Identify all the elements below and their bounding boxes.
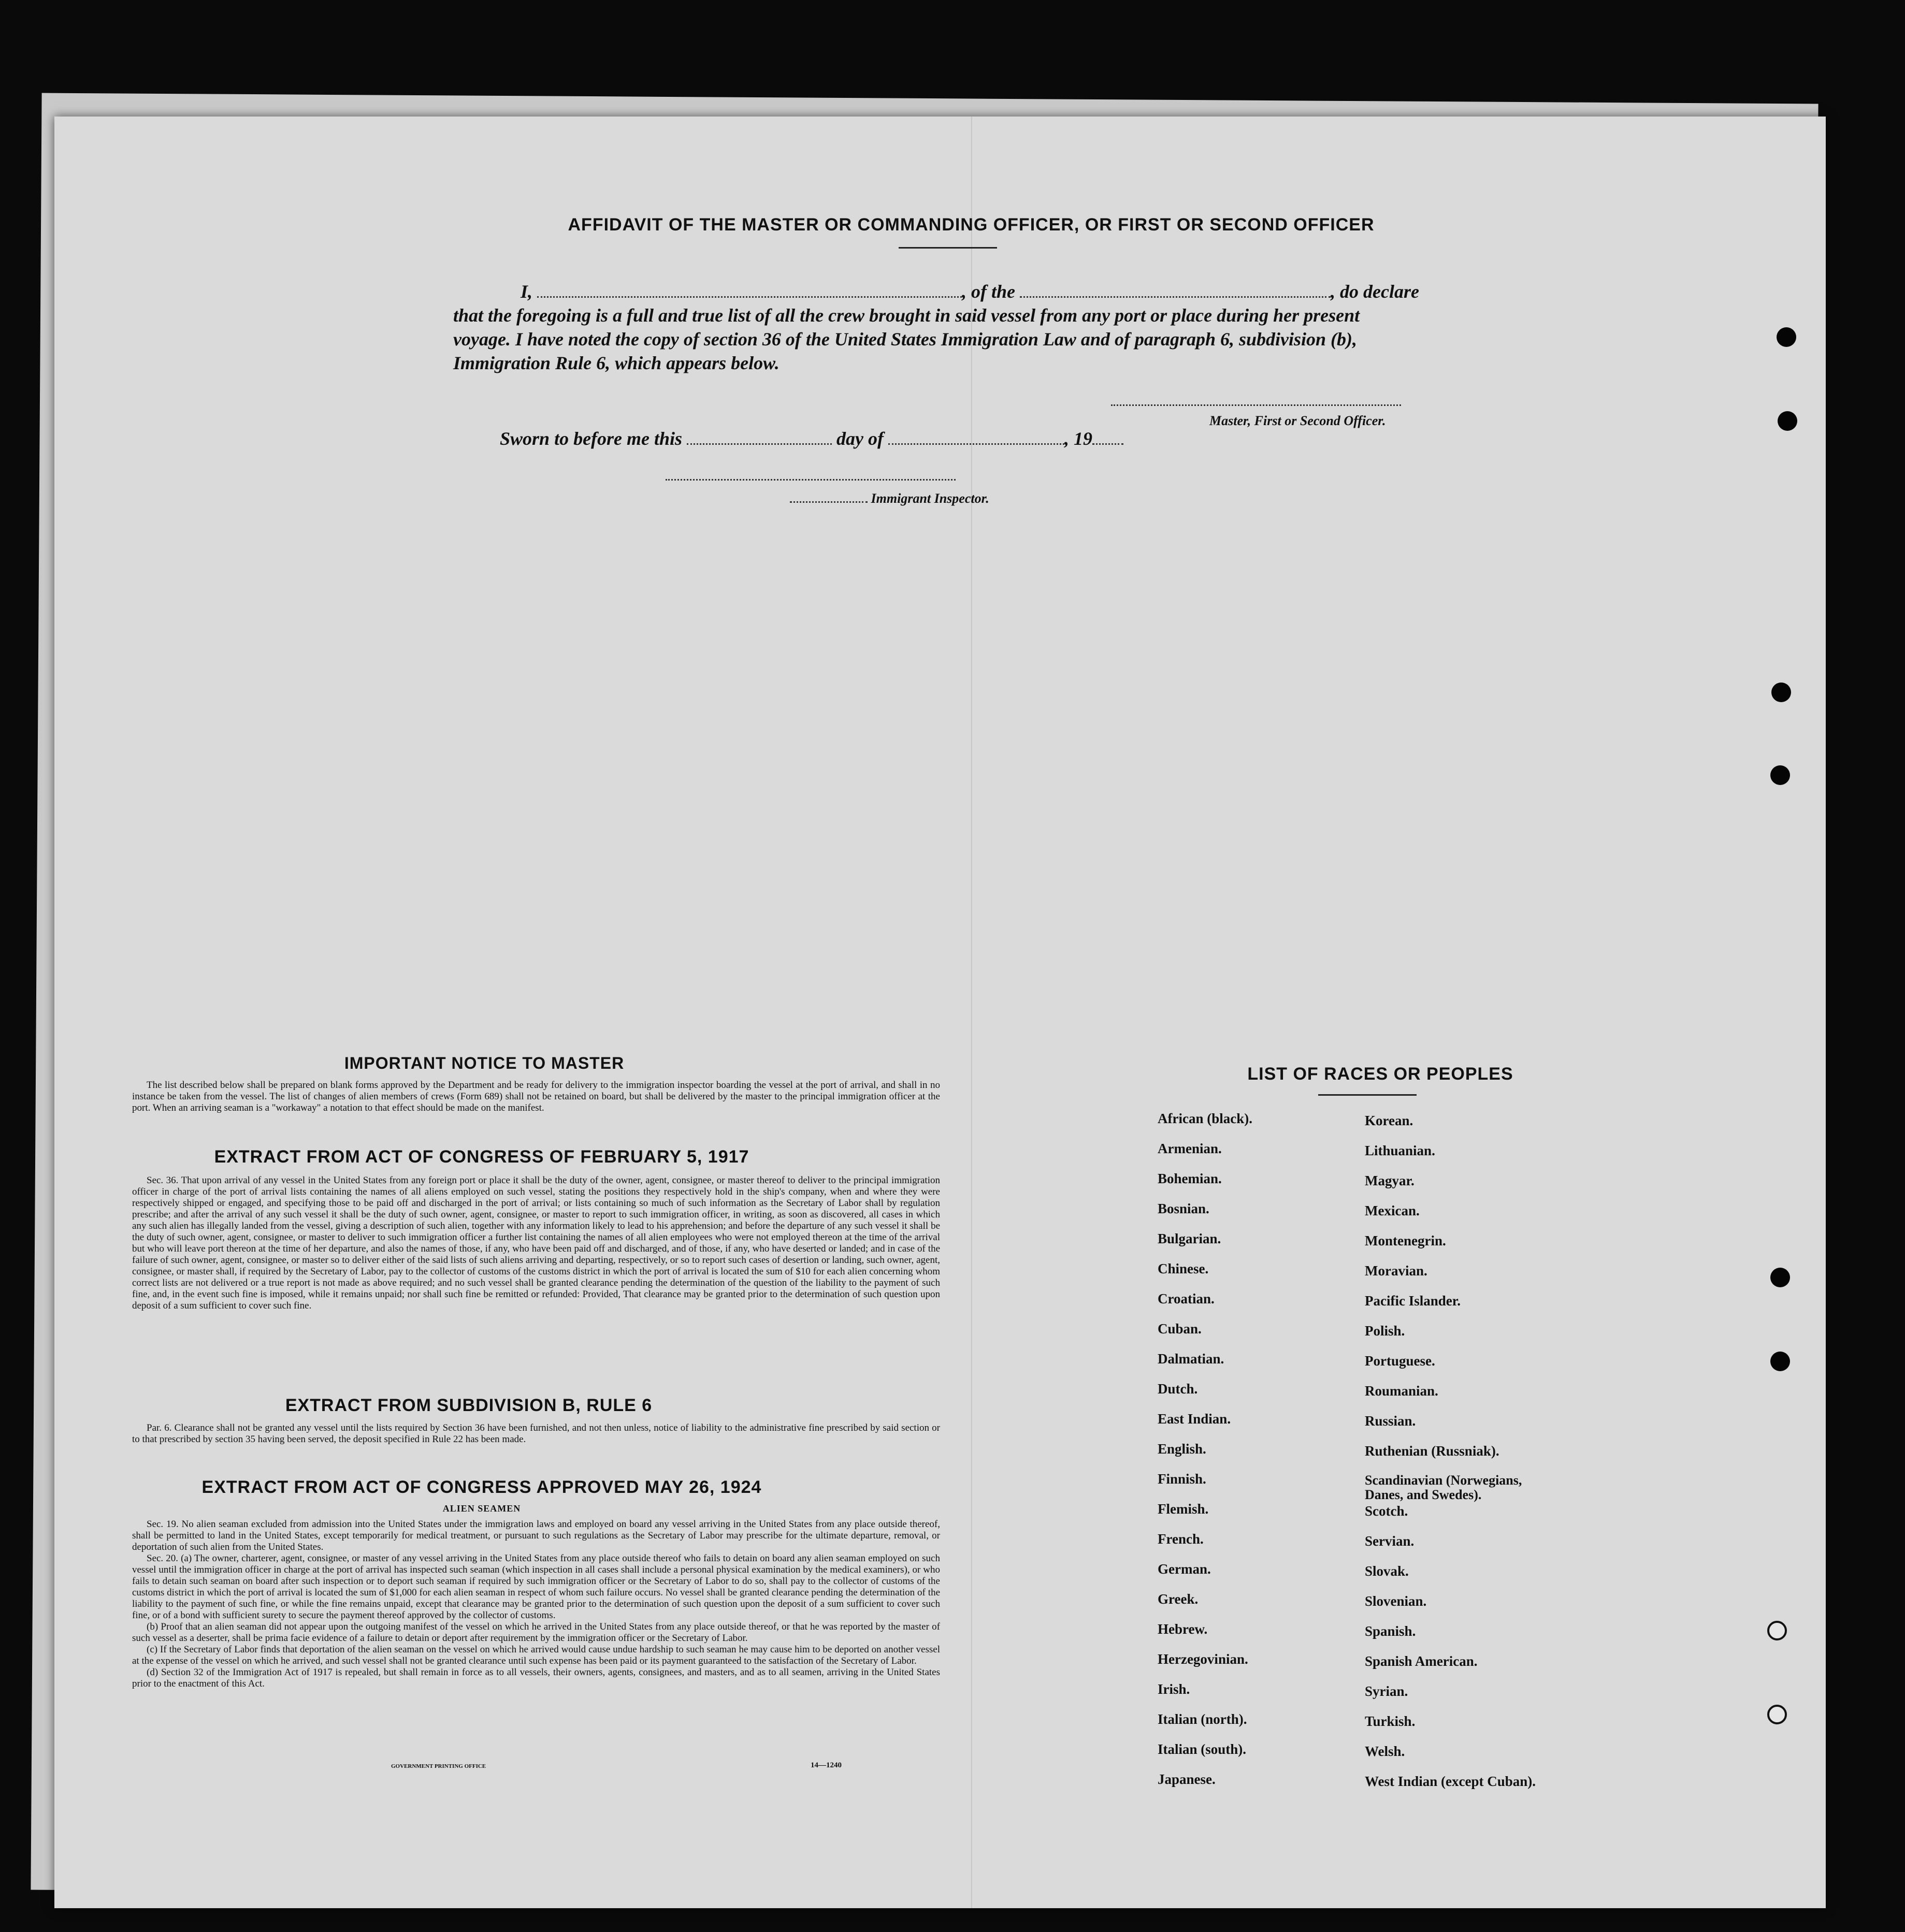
race-item: African (black). (1158, 1111, 1252, 1126)
race-item: Slovak. (1365, 1563, 1409, 1579)
sworn-year-prefix: , 19 (1064, 428, 1093, 449)
race-item: Russian. (1365, 1413, 1416, 1429)
inspector-leader (790, 501, 868, 503)
subdivision-title: EXTRACT FROM SUBDIVISION B, RULE 6 (285, 1396, 653, 1415)
sworn-label: Sworn to before me this (500, 428, 683, 449)
race-item: Portuguese. (1365, 1353, 1435, 1369)
form-number: 14—1240 (811, 1761, 842, 1769)
sworn-day-field[interactable] (687, 443, 832, 445)
affidavit-line-2: that the foregoing is a full and true list of all the crew brought in said vessel from any port or place during her present (453, 305, 1360, 326)
inspector-signature-line[interactable] (666, 479, 956, 481)
inspector-caption (790, 487, 989, 510)
race-item: Dalmatian. (1158, 1351, 1224, 1367)
affidavit-title: AFFIDAVIT OF THE MASTER OR COMMANDING OFFICER, OR FIRST OR SECOND OFFICER (568, 215, 1375, 235)
inspector-caption-text: Immigrant Inspector. (871, 491, 989, 506)
race-item: Lithuanian. (1365, 1143, 1435, 1158)
race-item: Korean. (1365, 1113, 1413, 1128)
race-item: Italian (south). (1158, 1741, 1247, 1757)
race-item: Slovenian. (1365, 1593, 1427, 1609)
race-item: Welsh. (1365, 1744, 1405, 1759)
sec-20a-paragraph: Sec. 20. (a) The owner, charterer, agent, consignee, or master of any vessel arriving in the United States from any place outside thereof who fails to detain on board any alien seaman employed on such vessel until the immigration officer in charge at the port of arrival has inspected such seaman (which inspection in all cases shall include a personal physical examination by the medical examiners), or who fails to detain such seaman on board after such inspection or to deport such seaman if required by such immigration officer or the Secretary of Labor to do so, shall pay to the collector of customs of the customs district in which the port of arrival is located the sum of $1,000 for each alien seaman in respect of whom such failure occurs. No vessel shall be granted clearance pending the determination of the liability to the payment of such fine, or while the fine remains unpaid, except that clearance may be granted prior to the determination of such question upon the deposit of a sum sufficient to cover such fine, or of a bond with sufficient surety to secure the payment thereof approved by the collector of customs. (132, 1553, 940, 1621)
form-sheet (54, 117, 1826, 1908)
binder-hole (1770, 765, 1790, 785)
race-item: Croatian. (1158, 1291, 1215, 1306)
extract-1924-subtitle: ALIEN SEAMEN (442, 1503, 521, 1514)
race-item: Bohemian. (1158, 1171, 1222, 1186)
subdivision-body: Par. 6. Clearance shall not be granted any vessel until the lists required by Section 36 have been furnished, and not then unless, notice of liability to the administrative fine prescribed by said section or to that prescribed by section 35 having been served, the deposit specified in Rule 22 has been made. (132, 1422, 940, 1445)
affidavit-i-label: I, (521, 281, 533, 302)
affidavit-line-4: Immigration Rule 6, which appears below. (453, 353, 780, 373)
vessel-name-field[interactable] (1020, 296, 1331, 298)
race-item: Mexican. (1365, 1203, 1420, 1218)
race-item: French. (1158, 1531, 1204, 1547)
affidavit-of-the: , of the (962, 281, 1016, 302)
race-item: Italian (north). (1158, 1711, 1247, 1727)
race-item: Hebrew. (1158, 1621, 1208, 1637)
race-item: Armenian. (1158, 1141, 1222, 1156)
master-signature-line[interactable] (1111, 404, 1401, 406)
affidavit-title-rule (899, 247, 997, 249)
race-item: Finnish. (1158, 1471, 1206, 1487)
race-item: Irish. (1158, 1681, 1190, 1697)
race-item: Cuban. (1158, 1321, 1202, 1337)
printer-imprint: GOVERNMENT PRINTING OFFICE (391, 1763, 486, 1769)
binder-hole (1770, 1352, 1790, 1371)
race-item: Magyar. (1365, 1173, 1415, 1188)
race-item: Bosnian. (1158, 1201, 1209, 1216)
extract-1924-body (132, 1519, 940, 1690)
race-item: Dutch. (1158, 1381, 1198, 1397)
race-item: Bulgarian. (1158, 1231, 1221, 1246)
affidavit-do-declare: , do declare (1331, 281, 1419, 302)
affidavit-line-3: voyage. I have noted the copy of section 36 of the United States Immigration Law and of paragraph 6, subdivision (b), (453, 329, 1357, 350)
binder-hole (1767, 1705, 1787, 1724)
extract-1917-body: Sec. 36. That upon arrival of any vessel in the United States from any foreign port or place it shall be the duty of the owner, agent, consignee, or master thereof to deliver to the principal immigration officer in charge of the port of arrival lists containing the names of all aliens employed on such vessel, stating the positions they respectively hold in the ship's company, when and where they were respectively shipped or engaged, and specifying those to be paid off and discharged in the port of arrival; or lists containing so much of such information as the Secretary of Labor shall by regulation prescribe; and after the arrival of any such vessel it shall be the duty of such owner, agent, consignee, or master to report to such immigration officer, in writing, as soon as discovered, all cases in which any such alien has illegally landed from the vessel, giving a description of such alien, together with any information likely to lead to his apprehension; and before the departure of any such vessel it shall be the duty of such owner, agent, consignee, or master to deliver to such immigration officer a further list containing the names of all alien employees who were not employed thereon at the time of the arrival but who will leave port thereon at the time of her departure, and also the names of those, if any, who have been paid off and discharged, and of those, if any, who have deserted or landed; and in case of the failure of such owner, agent, consignee, or master so to deliver either of the said lists of such aliens arriving and departing, respectively, or so to report such cases of desertion or landing, such owner, agent, consignee, or master shall, if required by the Secretary of Labor, pay to the collector of customs of the customs district in which the port of arrival is located the sum of $10 for each alien concerning whom correct lists are not delivered or a true report is not made as above required; and no such vessel shall be granted clearance pending the determination of the question of the liability to the payment of such fine, and, in the event such fine is imposed, while it remains unpaid; nor shall such fine be remitted or refunded: Provided, That clearance may be granted prior to the determination of such question upon deposit of a sum sufficient to cover such fine. (132, 1175, 940, 1311)
binder-hole (1770, 1268, 1790, 1287)
race-item: Scotch. (1365, 1503, 1408, 1519)
race-item: Greek. (1158, 1591, 1199, 1607)
affidavit-line-1 (500, 280, 1484, 303)
race-item: Ruthenian (Russniak). (1365, 1443, 1499, 1459)
binder-hole (1767, 1621, 1787, 1640)
sec-19-paragraph: Sec. 19. No alien seaman excluded from admission into the United States under the immigration laws and employed on board any vessel arriving in the United States from any place outside thereof, shall be permitted to land in the United States, except temporarily for medical treatment, or pursuant to such regulations as the Secretary of Labor may prescribe for the ultimate departure, removal, or deportation of such alien from the United States. (132, 1519, 940, 1552)
races-title: LIST OF RACES OR PEOPLES (1247, 1064, 1513, 1084)
race-item: Roumanian. (1365, 1383, 1438, 1399)
race-item: German. (1158, 1561, 1211, 1577)
sworn-month-field[interactable] (888, 443, 1064, 445)
race-item: West Indian (except Cuban). (1365, 1774, 1536, 1789)
officer-name-field[interactable] (537, 296, 962, 298)
sec-20d-paragraph: (d) Section 32 of the Immigration Act of 1917 is repealed, but shall remain in force as to all vessels, their owners, agents, consignees, and masters, and as to all seamen, arriving in the United States prior to the enactment of this Act. (132, 1667, 940, 1689)
race-item: East Indian. (1158, 1411, 1231, 1427)
race-item: Syrian. (1365, 1683, 1408, 1699)
center-fold (971, 117, 973, 1908)
race-item: Spanish American. (1365, 1653, 1478, 1669)
race-item: Japanese. (1158, 1771, 1216, 1787)
race-item: Herzegovinian. (1158, 1651, 1248, 1667)
race-item: Scandinavian (Norwegians, Danes, and Swedes). (1365, 1473, 1522, 1502)
race-item: Flemish. (1158, 1501, 1209, 1517)
sec-20c-paragraph: (c) If the Secretary of Labor finds that deportation of the alien seaman on the vessel on which he arrived would cause undue hardship to such seaman he may cause him to be deported on another vessel at the expense of the vessel on which he arrived, and such vessel shall not be granted clearance until such expense has been paid or its payment guaranteed to the satisfaction of the Secretary of Labor. (132, 1644, 940, 1666)
race-item: Turkish. (1365, 1713, 1416, 1729)
binder-hole (1771, 682, 1791, 702)
race-item: Pacific Islander. (1365, 1293, 1461, 1309)
race-item: Montenegrin. (1365, 1233, 1446, 1248)
notice-body: The list described below shall be prepared on blank forms approved by the Department and be ready for delivery to the immigration inspector boarding the vessel at the port of arrival, and shall in no instance be taken from the vessel. The list of changes of alien members of crews (Form 689) shall not be retained on board, but shall be delivered by the master to the principal immigration officer at the port. When an arriving seaman is a "workaway" a notation to that effect should be made on the manifest. (132, 1080, 940, 1113)
extract-1924-title: EXTRACT FROM ACT OF CONGRESS APPROVED MAY 26, 1924 (201, 1477, 762, 1497)
binder-hole (1778, 411, 1797, 431)
sworn-line (500, 427, 1123, 450)
extract-1917-title: EXTRACT FROM ACT OF CONGRESS OF FEBRUARY 5, 1917 (214, 1147, 749, 1167)
sec-20b-paragraph: (b) Proof that an alien seaman did not appear upon the outgoing manifest of the vessel on which he arrived in the United States from any place outside thereof, or that he was reported by the master of such vessel as a deserter, shall be prima facie evidence of a failure to detain or deport after requirement by the immigration officer or the Secretary of Labor. (132, 1621, 940, 1644)
race-item: Spanish. (1365, 1623, 1416, 1639)
notice-title: IMPORTANT NOTICE TO MASTER (344, 1054, 625, 1072)
race-item: English. (1158, 1441, 1206, 1457)
master-signature-caption: Master, First or Second Officer. (1209, 413, 1386, 428)
sworn-day-of: day of (836, 428, 884, 449)
sworn-year-field[interactable] (1092, 443, 1123, 445)
race-item: Moravian. (1365, 1263, 1427, 1279)
races-title-rule (1318, 1094, 1417, 1096)
binder-hole (1777, 327, 1796, 347)
race-item: Chinese. (1158, 1261, 1209, 1276)
race-item: Servian. (1365, 1533, 1415, 1549)
race-item: Polish. (1365, 1323, 1405, 1339)
